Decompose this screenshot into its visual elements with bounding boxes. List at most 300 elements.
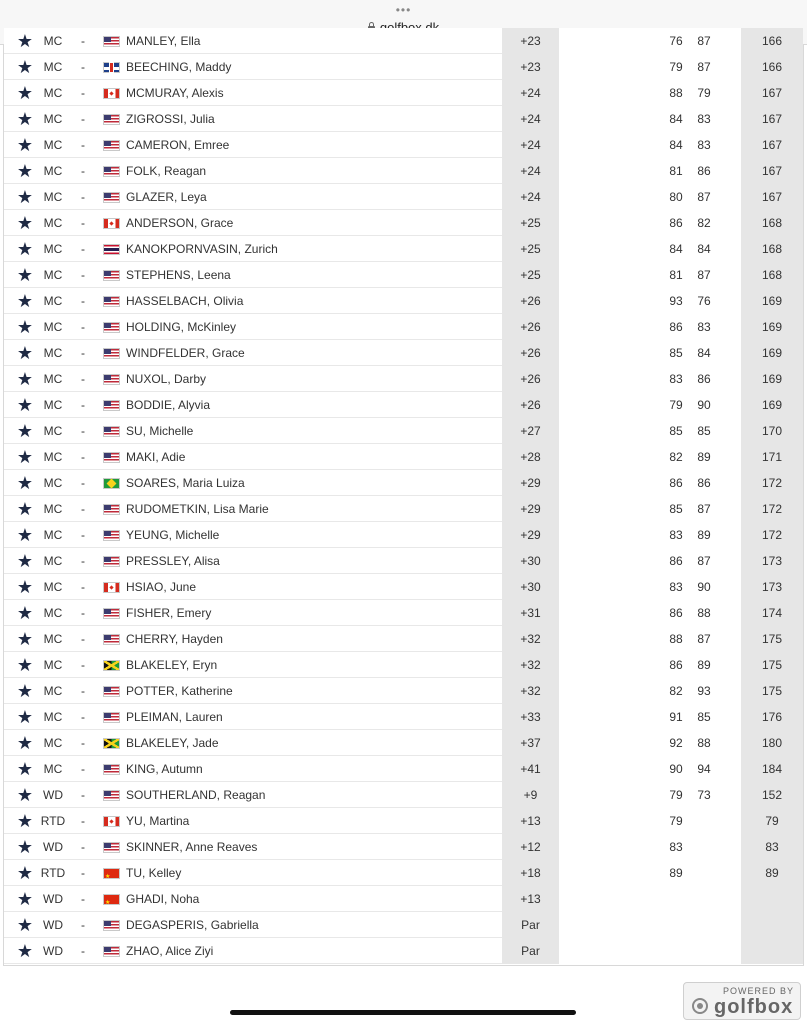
- powered-by-golfbox-badge[interactable]: [683, 982, 801, 1020]
- flag-cell: [103, 288, 122, 314]
- flag-cn-icon: [103, 894, 120, 905]
- flag-cell: [103, 418, 122, 444]
- position: WD: [43, 892, 63, 906]
- player-name[interactable]: KING, Autumn: [126, 762, 203, 776]
- position: MC: [43, 580, 63, 594]
- table-row[interactable]: [4, 444, 803, 470]
- flag-cell: [103, 340, 122, 366]
- score-to-par: +18: [502, 860, 559, 886]
- position: MC: [43, 138, 63, 152]
- total-score: 171: [741, 444, 803, 470]
- position: MC: [43, 632, 63, 646]
- table-row[interactable]: [4, 496, 803, 522]
- position: MC: [43, 424, 63, 438]
- score-to-par: +24: [502, 106, 559, 132]
- round-1-score: 86: [669, 216, 683, 230]
- player-name[interactable]: MANLEY, Ella: [126, 34, 201, 48]
- favorite-star-icon[interactable]: ★: [16, 785, 34, 805]
- position-change: -: [81, 606, 85, 620]
- favorite-star-icon[interactable]: ★: [16, 603, 34, 623]
- total-score: 173: [741, 548, 803, 574]
- flag-ca-icon: [103, 88, 120, 99]
- flag-us-icon: [103, 400, 120, 411]
- flag-cell: [103, 808, 122, 834]
- player-name[interactable]: DEGASPERIS, Gabriella: [126, 918, 259, 932]
- position: RTD: [40, 866, 66, 880]
- round-2-score: 87: [697, 34, 711, 48]
- player-name[interactable]: PRESSLEY, Alisa: [126, 554, 220, 568]
- favorite-star-icon[interactable]: ★: [16, 811, 34, 831]
- favorite-star-icon[interactable]: ★: [16, 525, 34, 545]
- round-1-score: 90: [669, 762, 683, 776]
- position-change: -: [81, 60, 85, 74]
- position-change: -: [81, 294, 85, 308]
- table-row[interactable]: [4, 782, 803, 808]
- favorite-star-icon[interactable]: ★: [16, 265, 34, 285]
- flag-us-icon: [103, 166, 120, 177]
- round-2-score: 87: [697, 190, 711, 204]
- round-1-score: 89: [669, 866, 683, 880]
- favorite-star-icon[interactable]: ★: [16, 707, 34, 727]
- table-row[interactable]: [4, 80, 803, 106]
- round-2-score: [690, 860, 718, 886]
- round-1-score: 86: [669, 606, 683, 620]
- player-name[interactable]: BLAKELEY, Eryn: [126, 658, 218, 672]
- total-score: 79: [741, 808, 803, 834]
- favorite-star-icon[interactable]: ★: [16, 447, 34, 467]
- leaderboard-rows: [4, 28, 803, 964]
- round-2-score: 93: [697, 684, 711, 698]
- total-score: [741, 938, 803, 964]
- flag-cell: [103, 938, 122, 964]
- position-change: -: [81, 502, 85, 516]
- favorite-star-icon[interactable]: ★: [16, 941, 34, 961]
- flag-cell: [103, 184, 122, 210]
- flag-cell: [103, 314, 122, 340]
- score-to-par: +37: [502, 730, 559, 756]
- flag-us-icon: [103, 374, 120, 385]
- round-1-score: 86: [669, 554, 683, 568]
- total-score: 172: [741, 470, 803, 496]
- flag-th-icon: [103, 244, 120, 255]
- favorite-star-icon[interactable]: ★: [16, 473, 34, 493]
- flag-cell: [103, 652, 122, 678]
- position: MC: [43, 268, 63, 282]
- favorite-star-icon[interactable]: ★: [16, 551, 34, 571]
- favorite-star-icon[interactable]: ★: [16, 577, 34, 597]
- flag-cell: [103, 210, 122, 236]
- player-name[interactable]: ZHAO, Alice Ziyi: [126, 944, 214, 958]
- favorite-star-icon[interactable]: ★: [16, 57, 34, 77]
- favorite-star-icon[interactable]: ★: [16, 629, 34, 649]
- player-name[interactable]: MAKI, Adie: [126, 450, 186, 464]
- table-row[interactable]: [4, 210, 803, 236]
- flag-cn-icon: [103, 868, 120, 879]
- position: MC: [43, 398, 63, 412]
- player-name[interactable]: KANOKPORNVASIN, Zurich: [126, 242, 278, 256]
- table-row[interactable]: [4, 834, 803, 860]
- score-to-par: +13: [502, 886, 559, 912]
- player-name[interactable]: GLAZER, Leya: [126, 190, 207, 204]
- total-score: 166: [741, 28, 803, 54]
- position: MC: [43, 476, 63, 490]
- score-to-par: +26: [502, 392, 559, 418]
- position-change: -: [81, 814, 85, 828]
- favorite-star-icon[interactable]: ★: [16, 733, 34, 753]
- table-row[interactable]: [4, 730, 803, 756]
- position-change: -: [81, 112, 85, 126]
- favorite-star-icon[interactable]: ★: [16, 31, 34, 51]
- table-row[interactable]: [4, 704, 803, 730]
- round-1-score: 86: [669, 476, 683, 490]
- player-name[interactable]: TU, Kelley: [126, 866, 182, 880]
- round-1-score: 79: [669, 398, 683, 412]
- flag-jm-icon: [103, 738, 120, 749]
- round-1-score: 83: [669, 840, 683, 854]
- position: MC: [43, 242, 63, 256]
- favorite-star-icon[interactable]: ★: [16, 343, 34, 363]
- table-row[interactable]: [4, 184, 803, 210]
- flag-us-icon: [103, 712, 120, 723]
- table-row[interactable]: [4, 340, 803, 366]
- score-to-par: Par: [502, 912, 559, 938]
- total-score: 174: [741, 600, 803, 626]
- total-score: 172: [741, 522, 803, 548]
- favorite-star-icon[interactable]: ★: [16, 499, 34, 519]
- favorite-star-icon[interactable]: ★: [16, 655, 34, 675]
- flag-ca-icon: [103, 816, 120, 827]
- table-row[interactable]: [4, 392, 803, 418]
- score-to-par: +25: [502, 210, 559, 236]
- flag-cell: [103, 80, 122, 106]
- favorite-star-icon[interactable]: ★: [16, 239, 34, 259]
- position: MC: [43, 86, 63, 100]
- player-name[interactable]: BLAKELEY, Jade: [126, 736, 219, 750]
- position-change: -: [81, 866, 85, 880]
- table-row[interactable]: [4, 54, 803, 80]
- round-1-score: 79: [669, 60, 683, 74]
- position: MC: [43, 528, 63, 542]
- table-row[interactable]: [4, 860, 803, 886]
- position: MC: [43, 164, 63, 178]
- player-name[interactable]: HOLDING, McKinley: [126, 320, 237, 334]
- position: MC: [43, 190, 63, 204]
- position-change: -: [81, 86, 85, 100]
- favorite-star-icon[interactable]: ★: [16, 915, 34, 935]
- position: MC: [43, 372, 63, 386]
- flag-us-icon: [103, 322, 120, 333]
- round-2-score: 87: [697, 632, 711, 646]
- round-2-score: 88: [697, 736, 711, 750]
- player-name[interactable]: RUDOMETKIN, Lisa Marie: [126, 502, 269, 516]
- player-name[interactable]: YEUNG, Michelle: [126, 528, 220, 542]
- round-2-score: 89: [697, 450, 711, 464]
- round-2-score: 85: [697, 710, 711, 724]
- score-to-par: +31: [502, 600, 559, 626]
- favorite-star-icon[interactable]: ★: [16, 395, 34, 415]
- table-row[interactable]: [4, 756, 803, 782]
- player-name[interactable]: SOUTHERLAND, Reagan: [126, 788, 266, 802]
- home-indicator[interactable]: [230, 1010, 576, 1015]
- round-1-score: 84: [669, 138, 683, 152]
- position: MC: [43, 346, 63, 360]
- round-1-score: 76: [669, 34, 683, 48]
- table-row[interactable]: [4, 288, 803, 314]
- score-to-par: +41: [502, 756, 559, 782]
- position-change: -: [81, 554, 85, 568]
- score-to-par: +13: [502, 808, 559, 834]
- flag-cell: [103, 132, 122, 158]
- player-name[interactable]: MCMURAY, Alexis: [126, 86, 224, 100]
- position: WD: [43, 840, 63, 854]
- total-score: 167: [741, 80, 803, 106]
- favorite-star-icon[interactable]: ★: [16, 83, 34, 103]
- favorite-star-icon[interactable]: ★: [16, 863, 34, 883]
- round-2-score: 83: [697, 112, 711, 126]
- player-name[interactable]: CHERRY, Hayden: [126, 632, 223, 646]
- position-change: -: [81, 424, 85, 438]
- round-1-score: [662, 938, 690, 964]
- position-change: -: [81, 710, 85, 724]
- flag-cell: [103, 496, 122, 522]
- position-change: -: [81, 138, 85, 152]
- total-score: 176: [741, 704, 803, 730]
- table-row[interactable]: [4, 912, 803, 938]
- flag-us-icon: [103, 114, 120, 125]
- position: MC: [43, 710, 63, 724]
- table-row[interactable]: [4, 28, 803, 54]
- player-name[interactable]: BODDIE, Alyvia: [126, 398, 211, 412]
- total-score: 167: [741, 184, 803, 210]
- table-row[interactable]: [4, 626, 803, 652]
- table-row[interactable]: [4, 548, 803, 574]
- flag-cell: [103, 236, 122, 262]
- score-to-par: +24: [502, 132, 559, 158]
- flag-ca-icon: [103, 582, 120, 593]
- flag-br-icon: [103, 478, 120, 489]
- player-name[interactable]: ZIGROSSI, Julia: [126, 112, 215, 126]
- table-row[interactable]: [4, 886, 803, 912]
- table-row[interactable]: [4, 652, 803, 678]
- round-2-score: 87: [697, 502, 711, 516]
- table-row[interactable]: [4, 574, 803, 600]
- flag-jm-icon: [103, 660, 120, 671]
- favorite-star-icon[interactable]: ★: [16, 369, 34, 389]
- flag-cell: [103, 392, 122, 418]
- table-row[interactable]: [4, 132, 803, 158]
- favorite-star-icon[interactable]: ★: [16, 187, 34, 207]
- position-change: -: [81, 944, 85, 958]
- table-row[interactable]: [4, 470, 803, 496]
- round-1-score: 81: [669, 268, 683, 282]
- position-change: -: [81, 892, 85, 906]
- position: WD: [43, 918, 63, 932]
- total-score: 175: [741, 652, 803, 678]
- position: MC: [43, 216, 63, 230]
- score-to-par: +23: [502, 54, 559, 80]
- flag-us-icon: [103, 556, 120, 567]
- flag-cell: [103, 106, 122, 132]
- table-row[interactable]: [4, 262, 803, 288]
- flag-cell: [103, 730, 122, 756]
- table-row[interactable]: [4, 938, 803, 964]
- score-to-par: +24: [502, 80, 559, 106]
- flag-us-icon: [103, 270, 120, 281]
- round-1-score: 82: [669, 450, 683, 464]
- player-name[interactable]: SOARES, Maria Luiza: [126, 476, 245, 490]
- player-name[interactable]: NUXOL, Darby: [126, 372, 207, 386]
- flag-cell: [103, 158, 122, 184]
- player-name[interactable]: GHADI, Noha: [126, 892, 200, 906]
- round-2-score: 88: [697, 606, 711, 620]
- position-change: -: [81, 918, 85, 932]
- total-score: 167: [741, 132, 803, 158]
- position-change: -: [81, 476, 85, 490]
- leaderboard-table: [3, 31, 804, 966]
- position: MC: [43, 736, 63, 750]
- total-score: [741, 912, 803, 938]
- flag-us-icon: [103, 530, 120, 541]
- round-1-score: 83: [669, 528, 683, 542]
- position-change: -: [81, 736, 85, 750]
- flag-us-icon: [103, 946, 120, 957]
- favorite-star-icon[interactable]: ★: [16, 109, 34, 129]
- score-to-par: +30: [502, 574, 559, 600]
- round-2-score: 90: [697, 398, 711, 412]
- score-to-par: +30: [502, 548, 559, 574]
- favorite-star-icon[interactable]: ★: [16, 291, 34, 311]
- flag-cell: [103, 574, 122, 600]
- favorite-star-icon[interactable]: ★: [16, 317, 34, 337]
- table-row[interactable]: [4, 522, 803, 548]
- flag-cell: [103, 886, 122, 912]
- table-row[interactable]: [4, 236, 803, 262]
- total-score: 169: [741, 392, 803, 418]
- position-change: -: [81, 762, 85, 776]
- score-to-par: +27: [502, 418, 559, 444]
- player-name[interactable]: HSIAO, June: [126, 580, 197, 594]
- flag-us-icon: [103, 296, 120, 307]
- favorite-star-icon[interactable]: ★: [16, 135, 34, 155]
- flag-us-icon: [103, 140, 120, 151]
- flag-us-icon: [103, 920, 120, 931]
- table-row[interactable]: [4, 418, 803, 444]
- favorite-star-icon[interactable]: ★: [16, 213, 34, 233]
- player-name[interactable]: ANDERSON, Grace: [126, 216, 234, 230]
- position-change: -: [81, 632, 85, 646]
- total-score: 168: [741, 262, 803, 288]
- player-name[interactable]: SKINNER, Anne Reaves: [126, 840, 258, 854]
- position: MC: [43, 60, 63, 74]
- favorite-star-icon[interactable]: ★: [16, 421, 34, 441]
- total-score: 169: [741, 366, 803, 392]
- round-2-score: 87: [697, 268, 711, 282]
- flag-cell: [103, 912, 122, 938]
- player-name[interactable]: WINDFELDER, Grace: [126, 346, 245, 360]
- flag-cell: [103, 262, 122, 288]
- round-2-score: 82: [697, 216, 711, 230]
- round-2-score: 94: [697, 762, 711, 776]
- flag-cell: [103, 470, 122, 496]
- flag-gb-icon: [103, 62, 120, 73]
- player-name[interactable]: YU, Martina: [126, 814, 190, 828]
- position: MC: [43, 34, 63, 48]
- favorite-star-icon[interactable]: ★: [16, 759, 34, 779]
- table-row[interactable]: [4, 600, 803, 626]
- round-1-score: [662, 912, 690, 938]
- player-name[interactable]: FISHER, Emery: [126, 606, 212, 620]
- table-row[interactable]: [4, 808, 803, 834]
- browser-menu-dots[interactable]: •••: [395, 3, 412, 17]
- player-name[interactable]: BEECHING, Maddy: [126, 60, 232, 74]
- player-name[interactable]: SU, Michelle: [126, 424, 194, 438]
- table-row[interactable]: [4, 314, 803, 340]
- round-2-score: 87: [697, 60, 711, 74]
- flag-cell: [103, 860, 122, 886]
- score-to-par: +29: [502, 470, 559, 496]
- score-to-par: +25: [502, 262, 559, 288]
- player-name[interactable]: FOLK, Reagan: [126, 164, 207, 178]
- player-name[interactable]: CAMERON, Emree: [126, 138, 230, 152]
- position-change: -: [81, 372, 85, 386]
- score-to-par: +24: [502, 158, 559, 184]
- round-2-score: [690, 808, 718, 834]
- position-change: -: [81, 658, 85, 672]
- position: MC: [43, 762, 63, 776]
- table-row[interactable]: [4, 106, 803, 132]
- favorite-star-icon[interactable]: ★: [16, 837, 34, 857]
- favorite-star-icon[interactable]: ★: [16, 161, 34, 181]
- position: MC: [43, 502, 63, 516]
- golfbox-logo-icon: [692, 998, 708, 1014]
- total-score: 172: [741, 496, 803, 522]
- player-name[interactable]: STEPHENS, Leena: [126, 268, 231, 282]
- player-name[interactable]: POTTER, Katherine: [126, 684, 233, 698]
- player-name[interactable]: PLEIMAN, Lauren: [126, 710, 223, 724]
- position-change: -: [81, 190, 85, 204]
- position: MC: [43, 450, 63, 464]
- flag-cell: [103, 704, 122, 730]
- favorite-star-icon[interactable]: ★: [16, 889, 34, 909]
- favorite-star-icon[interactable]: ★: [16, 681, 34, 701]
- position-change: -: [81, 242, 85, 256]
- flag-us-icon: [103, 842, 120, 853]
- table-row[interactable]: [4, 366, 803, 392]
- flag-cell: [103, 834, 122, 860]
- total-score: 168: [741, 236, 803, 262]
- flag-us-icon: [103, 634, 120, 645]
- total-score: 169: [741, 340, 803, 366]
- position-change: -: [81, 528, 85, 542]
- player-name[interactable]: HASSELBACH, Olivia: [126, 294, 244, 308]
- total-score: 167: [741, 158, 803, 184]
- round-1-score: [662, 886, 690, 912]
- table-row[interactable]: [4, 678, 803, 704]
- flag-us-icon: [103, 764, 120, 775]
- round-2-score: 84: [697, 346, 711, 360]
- score-to-par: +26: [502, 288, 559, 314]
- round-1-score: 84: [669, 112, 683, 126]
- total-score: 170: [741, 418, 803, 444]
- flag-us-icon: [103, 452, 120, 463]
- score-to-par: +24: [502, 184, 559, 210]
- round-1-score: 93: [669, 294, 683, 308]
- table-row[interactable]: [4, 158, 803, 184]
- position-change: -: [81, 346, 85, 360]
- round-1-score: 86: [669, 658, 683, 672]
- flag-us-icon: [103, 348, 120, 359]
- round-1-score: 79: [669, 788, 683, 802]
